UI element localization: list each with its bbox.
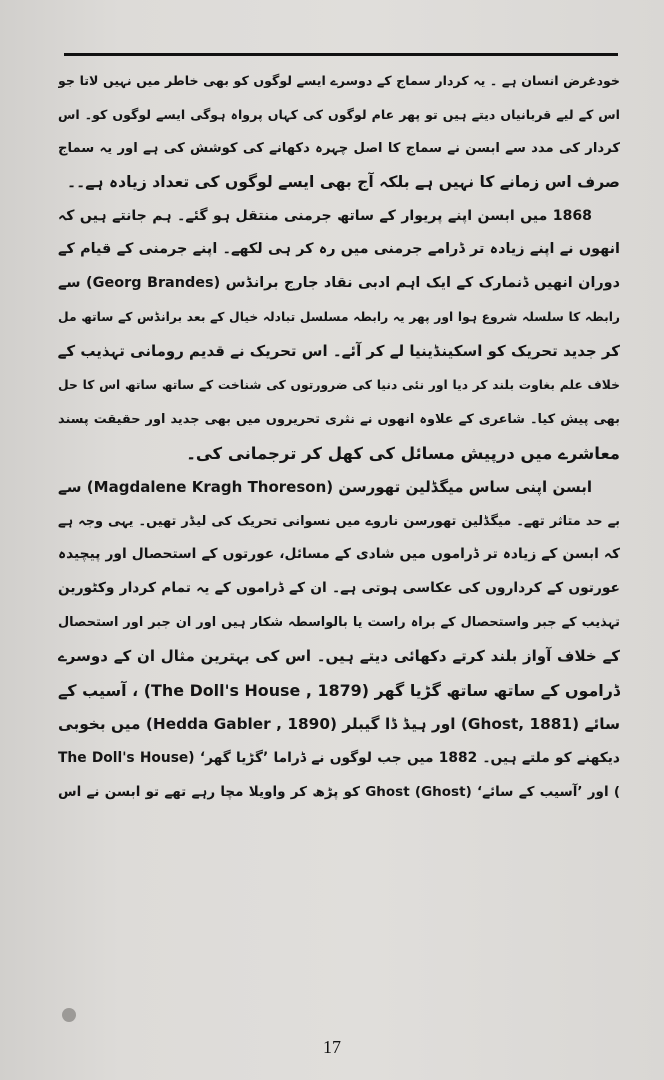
page-number: 17 bbox=[323, 1037, 341, 1057]
text-line: رابطہ کا سلسلہ شروع ہوا اور پھر یہ رابطہ مسلسل تبادلہ خیال کے بعد برانڈس کے ساتھ مل bbox=[58, 310, 620, 325]
text-line: دیکھنے کو ملتے ہیں۔ 1882 میں جب لوگوں نے ڈراما ’گڑیا گھر‘ (The Doll's House bbox=[58, 749, 620, 766]
text-line: 1868 میں ابسن اپنے پریوار کے ساتھ جرمنی منتقل ہو گئے۔ ہم جانتے ہیں کہ bbox=[58, 207, 592, 224]
text-line: عورتوں کے کرداروں کی عکاسی ہوتی ہے۔ ان کے ڈراموں کے یہ تمام کردار وکٹورین bbox=[58, 580, 620, 597]
text-line: صرف اس زمانے کا نہیں ہے بلکہ آج بھی ایسے لوگوں کی تعداد زیادہ ہے۔۔ bbox=[67, 172, 620, 191]
page-spot bbox=[62, 1008, 76, 1022]
paragraph-3 bbox=[58, 471, 620, 810]
text-line: بھی پیش کیا۔ شاعری کے علاوہ انھوں نے نثری تحریروں میں بھی جدید اور حقیقت پسند bbox=[58, 411, 620, 427]
text-line: خودغرض انسان ہے ۔ یہ کردار سماج کے دوسرے ایسے لوگوں کو بھی خاطر میں نہیں لاتا جو bbox=[58, 73, 620, 88]
text-line: بے حد متاثر تھے۔ میگڈلین تھورسن ناروے میں نسوانی تحریک کی لیڈر تھیں۔ یہی وجہ ہے bbox=[58, 513, 620, 529]
text-line: کے خلاف آواز بلند کرتے دکھائی دیتے ہیں۔ اس کی بہترین مثال ان کے دوسرے bbox=[58, 647, 620, 666]
text-line: ابسن اپنی ساس میگڈلین تھورسن (Magdalene Kragh Thoreson) سے bbox=[58, 477, 592, 496]
paragraph-2 bbox=[58, 200, 620, 471]
text-line: کہ ابسن کے زیادہ تر ڈراموں میں شادی کے مسائل، عورتوں کے استحصال اور پیچیدہ bbox=[58, 546, 620, 563]
text-line: ڈراموں کے ساتھ ساتھ گڑیا گھر (The Doll's House , 1879) ، آسیب کے bbox=[58, 681, 620, 701]
body-text bbox=[58, 64, 620, 810]
text-line: ) اور ’آسیب کے سائے‘ (Ghost) Ghost کو پڑھ کر واویلا مچا رہے تھے تو ابسن نے اس bbox=[58, 783, 620, 800]
header-rule bbox=[64, 53, 618, 56]
text-line: معاشرے میں درپیش مسائل کی کھل کر ترجمانی کی۔ bbox=[186, 443, 620, 463]
paragraph-1 bbox=[58, 64, 620, 200]
text-line: انھوں نے اپنے زیادہ تر ڈرامے جرمنی میں رہ کر ہی لکھے۔ اپنے جرمنی کے قیام کے bbox=[58, 241, 620, 258]
text-line: تہذیب کے جبر واستحصال کے براہ راست یا بالواسطہ شکار ہیں اور ان جبر اور استحصال bbox=[58, 615, 620, 631]
text-line: اس کے لیے قربانیاں دیتے ہیں تو پھر عام لوگوں کی کہاں پرواہ ہوگی ایسے لوگوں کو۔ اس bbox=[58, 106, 620, 122]
text-line: خلاف علم بغاوت بلند کر دیا اور نئی دنیا کی ضرورتوں کی شناخت کے ساتھ ساتھ اس کا حل bbox=[58, 378, 620, 393]
text-line: دوران انھیں ڈنمارک کے ایک اہم ادبی نقاد جارج برانڈس (Georg Brandes) سے bbox=[58, 275, 620, 292]
text-line: کر جدید تحریک کو اسکینڈینیا لے کر آئے۔ اس تحریک نے قدیم رومانی تہذیب کے bbox=[58, 342, 620, 361]
text-line: کردار کی مدد سے ابسن نے سماج کا اصل چہرہ دکھانے کی کوشش کی ہے اور یہ سماج bbox=[58, 140, 620, 156]
text-line: سائے (Ghost, 1881) اور ہیڈ ڈا گیبلر (Hedda Gabler , 1890) میں بخوبی bbox=[58, 714, 620, 733]
